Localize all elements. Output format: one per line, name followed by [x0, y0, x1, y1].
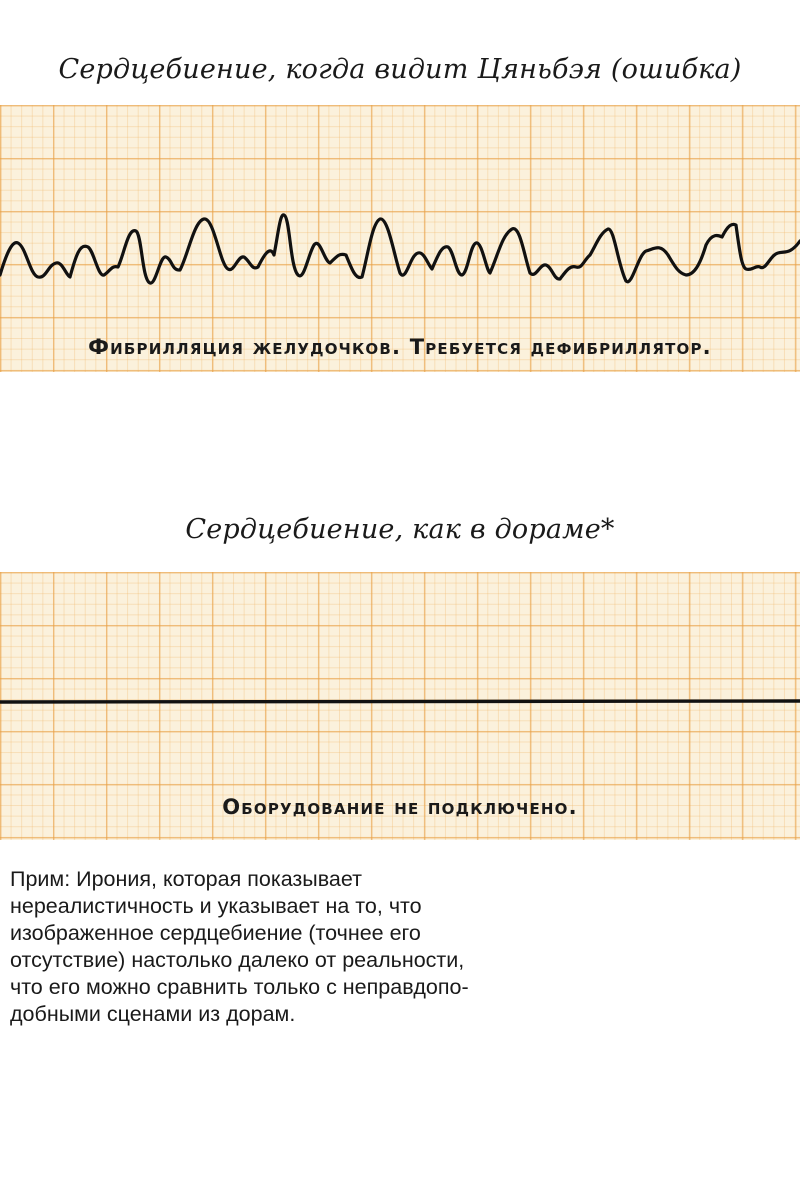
flatline: [0, 701, 800, 702]
ecg-strip-flatline: [0, 572, 800, 840]
note-line: что его можно сравнить только с неправдопо-: [10, 975, 469, 999]
note-line: нереалистичность и указывает на то, что: [10, 894, 422, 918]
translator-note: [10, 866, 480, 1028]
panel2-title: Сердцебиение, как в дораме*: [185, 514, 615, 545]
note-line: отсутствие) настолько далеко от реальности,: [10, 948, 465, 972]
note-line: изображенное сердцебиение (точнее его: [10, 921, 421, 945]
note-line: добными сценами из дорам.: [10, 1002, 296, 1026]
fibrillation-waveform: [0, 215, 800, 283]
panel1-caption: Фибрилляция желудочков. Требуется дефибриллятор.: [88, 335, 712, 359]
note-line: Прим: Ирония, которая показывает: [10, 867, 362, 891]
ecg-trace-fibrillation: [0, 105, 800, 372]
ecg-strip-fibrillation: [0, 105, 800, 372]
panel1-title: Сердцебиение, когда видит Цяньбэя (ошибка): [58, 54, 742, 85]
panel2-caption: Оборудование не подключено.: [222, 795, 578, 819]
